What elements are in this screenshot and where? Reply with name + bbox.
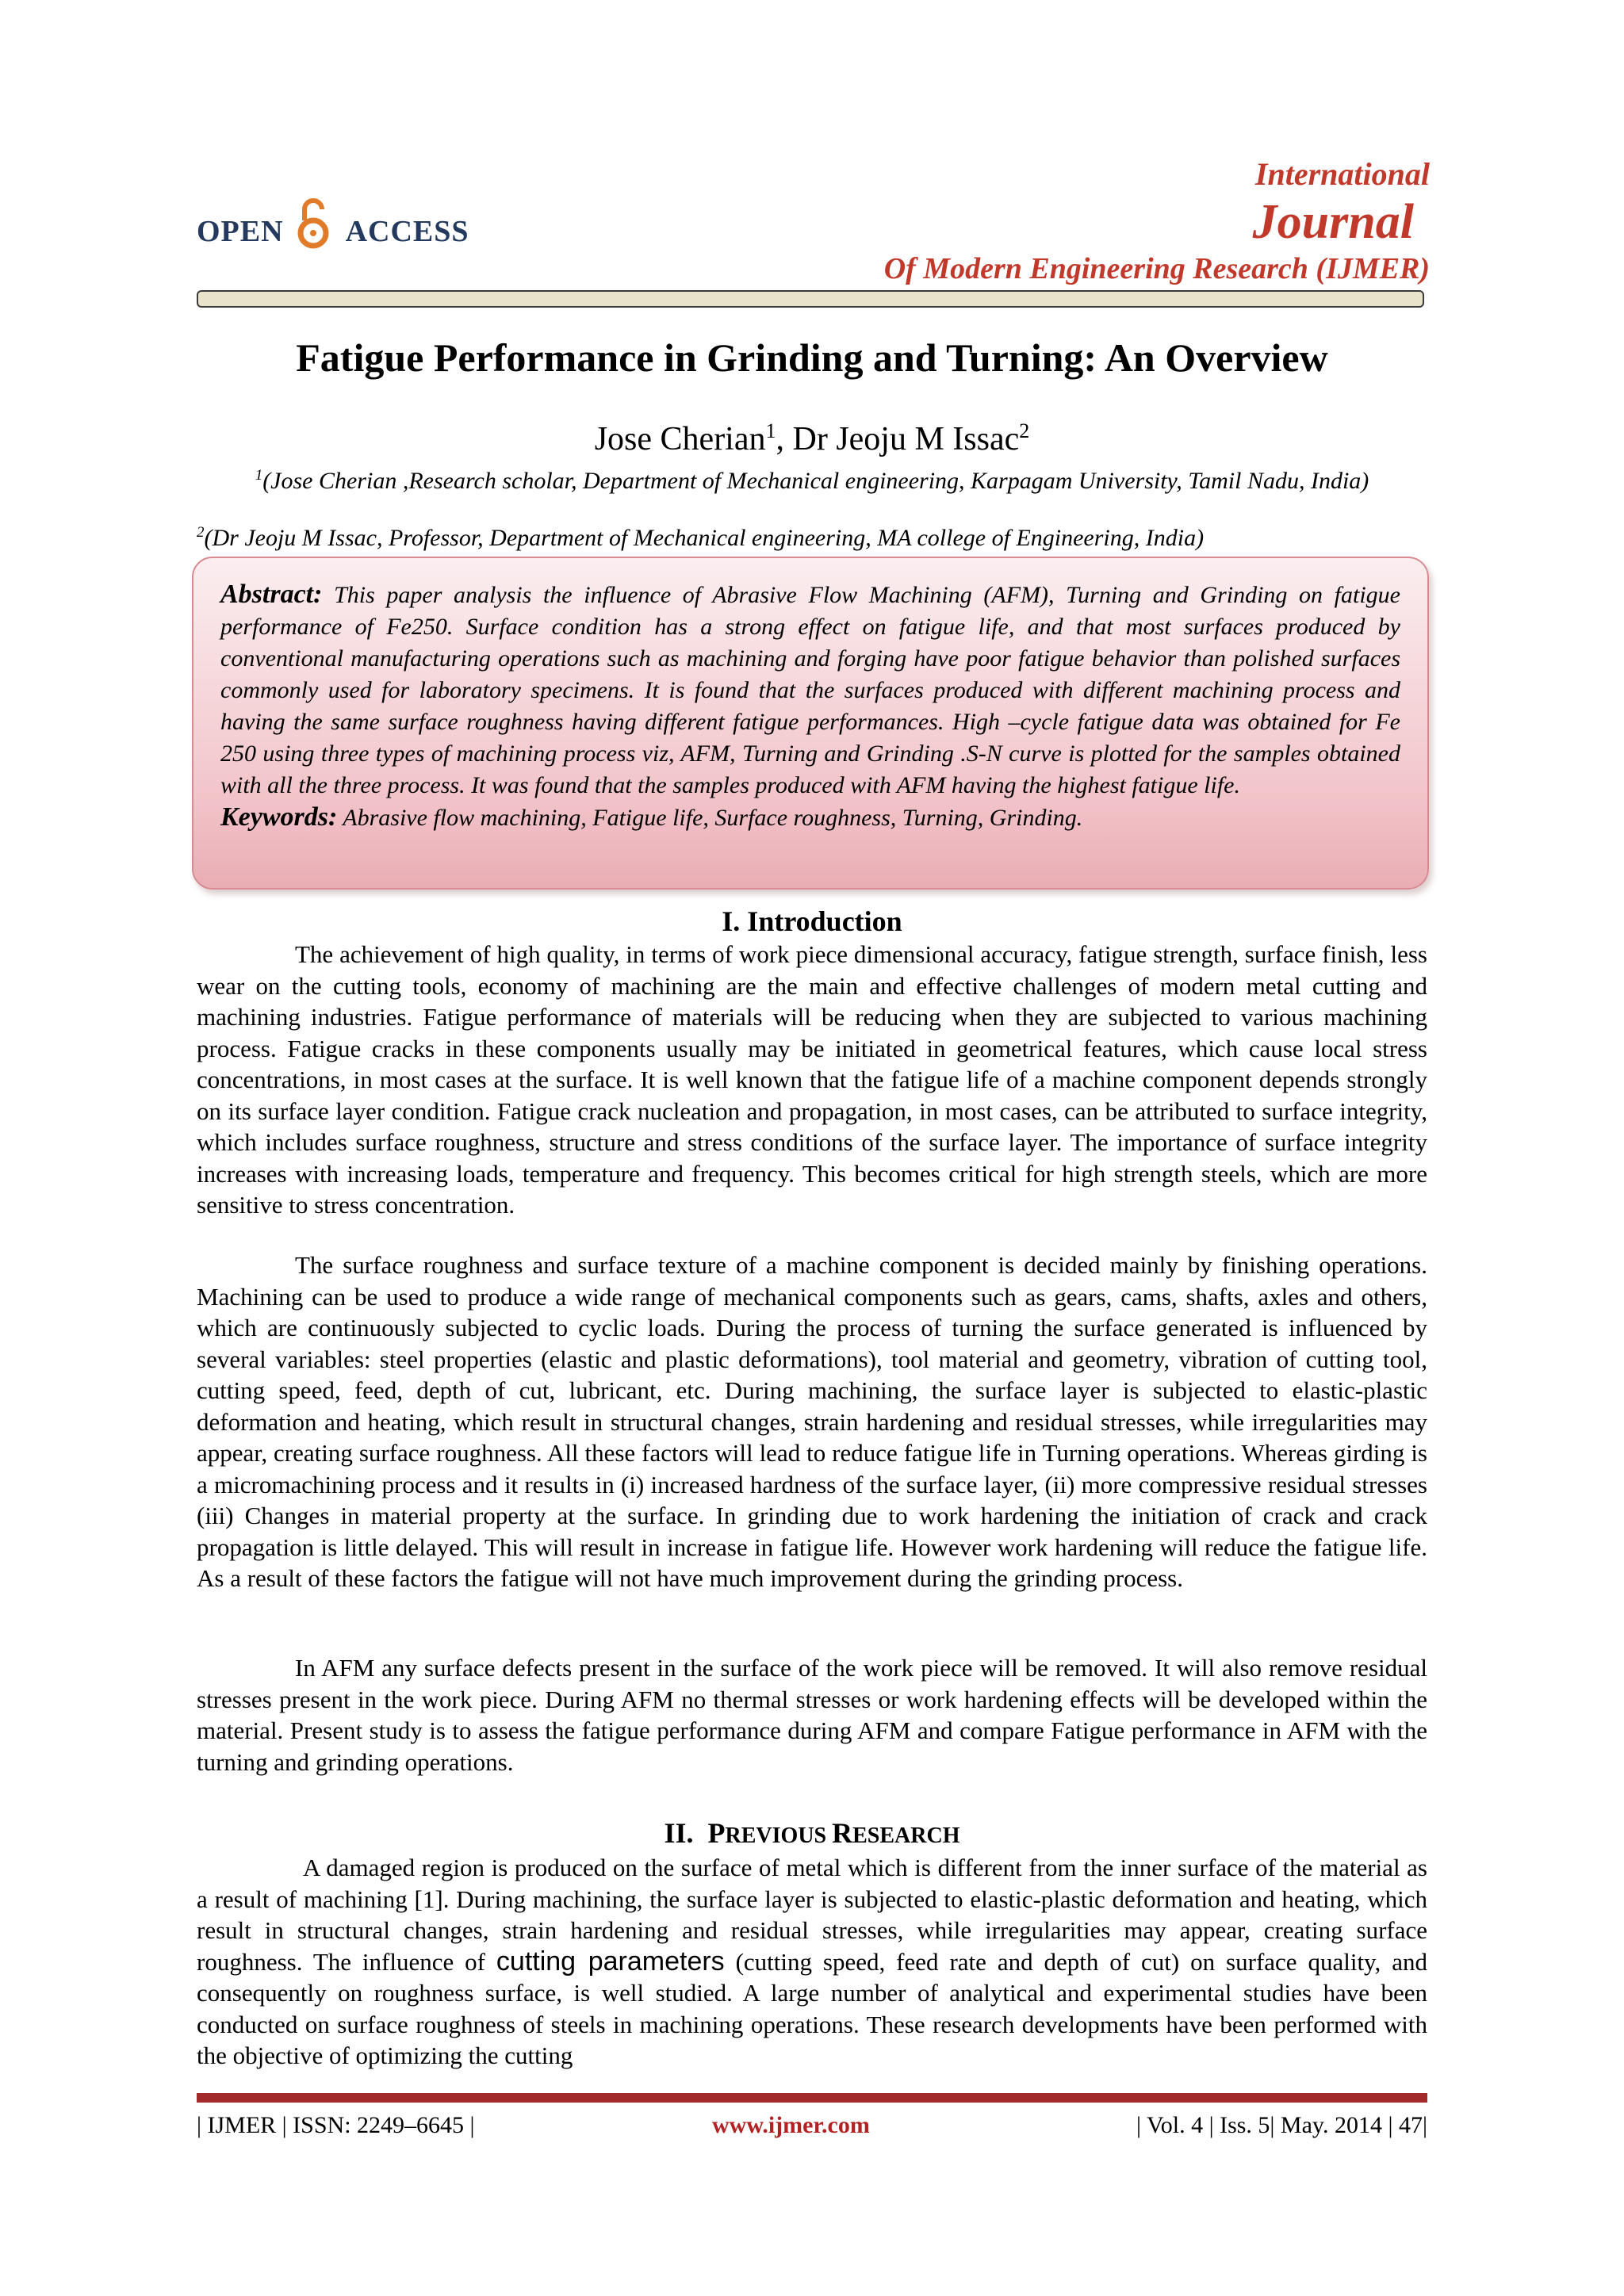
section-2-small-revious: REVIOUS [725, 1823, 833, 1848]
intro-paragraph-2 [197, 1249, 1427, 1594]
author-2: Dr Jeoju M Issac [792, 421, 1020, 457]
footer-issn: | IJMER | ISSN: 2249–6645 | [197, 2112, 475, 2138]
journal-line-international: International [1254, 156, 1430, 192]
footer-website-link[interactable]: www.ijmer.com [712, 2112, 870, 2138]
intro-paragraph-1 [197, 939, 1427, 1221]
open-access-logo [197, 208, 469, 255]
affiliation-1-sup: 1 [255, 467, 263, 484]
paper-title: Fatigue Performance in Grinding and Turning: An Overview [296, 335, 1328, 380]
author-2-sup: 2 [1019, 419, 1030, 442]
intro-paragraph-1-text: The achievement of high quality, in terms of work piece dimensional accuracy, fatigue strength, surface finish, less wear on the cutting tools, economy of machining are the main and effective challenges of modern metal cutting and machining industries. Fatigue performance of materials will be reducing when they are subjected to various machining process. Fatigue cracks in these components usually may be initiated in geometrical features, which cause local stress concentrations, in most cases at the surface. It is well known that the fatigue life of a machine component depends strongly on its surface layer condition. Fatigue crack nucleation and propagation, in most cases, can be attributed to surface integrity, which includes surface roughness, structure and stress conditions of the surface layer. The importance of surface integrity increases with increasing loads, temperature and frequency. This becomes critical for high strength steels, which are more sensitive to stress concentration. [197, 940, 1427, 1219]
intro-paragraph-2-text: The surface roughness and surface texture of a machine component is decided mainly by finishing operations. Machining can be used to produce a wide range of mechanical components such as gears, cams, shafts, axles and others, which are continuously subjected to cyclic loads. During the process of turning the surface generated is influenced by several variables: steel properties (elastic and plastic deformations), tool material and geometry, vibration of cutting tool, cutting speed, feed, depth of cut, lubricant, etc. During machining, the surface layer is subjected to elastic-plastic deformation and heating, which result in structural changes, strain hardening and residual stresses, while irregularities may appear, creating surface roughness. All these factors will lead to reduce fatigue life in Turning operations. Whereas girding is a micromachining process and it results in (i) increased hardness of the surface layer, (ii) more compressive residual stresses (iii) Changes in material property at the surface. In grinding due to work hardening the initiation of crack and crack propagation is little delayed. This will result in increase in fatigue life. However work hardening will reduce the fatigue life. As a result of these factors the fatigue will not have much improvement during the grinding process. [197, 1251, 1427, 1592]
section-2-cap-r: R [832, 1817, 853, 1849]
previous-research-text-before: A damaged region is produced on the surface of metal which is different from the inner surface of the material as a result of machining [1]. During machining, the surface layer is subjected to elastic-plastic deformation and heating, which result in structural changes, strain hardening and residual stresses, while irregularities may appear, creating surface roughness. The influence of [197, 1854, 1427, 1976]
author-1-sup: 1 [765, 419, 776, 442]
keywords-label: Keywords: [220, 802, 338, 832]
keywords-text: Abrasive flow machining, Fatigue life, Surface roughness, Turning, Grinding. [337, 805, 1083, 831]
previous-research-text-after: (cutting speed, feed rate and depth of cut) on surface quality, and consequently on roughness surface, is well studied. A large number of analytical and experimental studies have been conducted on surface roughness of steels in machining operations. These research developments have been performed with the objective of optimizing the cutting [197, 1947, 1427, 2069]
abstract-box [192, 557, 1429, 890]
journal-line-journal: Journal [1252, 195, 1414, 249]
open-access-lock-icon [295, 198, 331, 249]
page-footer [197, 2112, 1427, 2144]
header-divider-bar [197, 290, 1424, 308]
intro-paragraph-3 [197, 1652, 1427, 1777]
keywords-line [220, 802, 1400, 834]
section-2-small-esearch: ESEARCH [852, 1823, 960, 1848]
section-heading-introduction: I. Introduction [722, 905, 902, 937]
intro-paragraph-3-text: In AFM any surface defects present in the surface of the work piece will be removed. It will also remove residual stresses present in the work piece. During AFM no thermal stresses or work hardening effects will be developed within the material. Present study is to assess the fatigue performance during AFM and compare Fatigue performance in AFM with the turning and grinding operations. [197, 1654, 1427, 1776]
previous-research-phrase: cutting parameters [496, 1946, 725, 1976]
abstract-label: Abstract: [220, 580, 323, 609]
section-2-cap-p: P [707, 1817, 726, 1849]
footer-divider-bar [197, 2093, 1427, 2103]
journal-line-full-name: Of Modern Engineering Research (IJMER) [883, 252, 1430, 285]
section-heading-previous-research [197, 1816, 1427, 1854]
affiliation-2 [197, 517, 1427, 554]
section-2-number: II. [664, 1817, 694, 1849]
abstract-paragraph [220, 579, 1400, 802]
journal-name-block [884, 155, 1430, 288]
abstract-text: This paper analysis the influence of Abrasive Flow Machining (AFM), Turning and Grinding on fatigue performance of Fe250. Surface condition has a strong effect on fatigue life, and that most surfaces produced by conventional manufacturing operations such as machining and forging have poor fatigue behavior than polished surfaces commonly used for laboratory specimens. It is found that the surfaces produced with different machining process and having the same surface roughness having different fatigue performances. High –cycle fatigue data was obtained for Fe 250 using three types of machining process viz, AFM, Turning and Grinding .S-N curve is plotted for the samples obtained with all the three process. It was found that the samples produced with AFM having the highest fatigue life. [220, 582, 1400, 798]
author-1: Jose Cherian [594, 421, 766, 457]
affiliation-2-sup: 2 [197, 524, 205, 541]
footer-volume-page: | Vol. 4 | Iss. 5| May. 2014 | 47| [1136, 2112, 1427, 2138]
open-access-text-access: ACCESS [345, 215, 469, 248]
previous-research-paragraph-1 [197, 1852, 1427, 2072]
open-access-text-open: OPEN [197, 215, 284, 248]
author-line [197, 409, 1427, 461]
affiliation-2-text: (Dr Jeoju M Issac, Professor, Department of Mechanical engineering, MA college of Engineering, India) [204, 525, 1205, 551]
affiliation-1-text: (Jose Cherian ,Research scholar, Department of Mechanical engineering, Karpagam University, Tamil Nadu, India) [262, 468, 1369, 494]
author-separator: , [776, 421, 793, 457]
affiliation-1 [197, 460, 1427, 497]
